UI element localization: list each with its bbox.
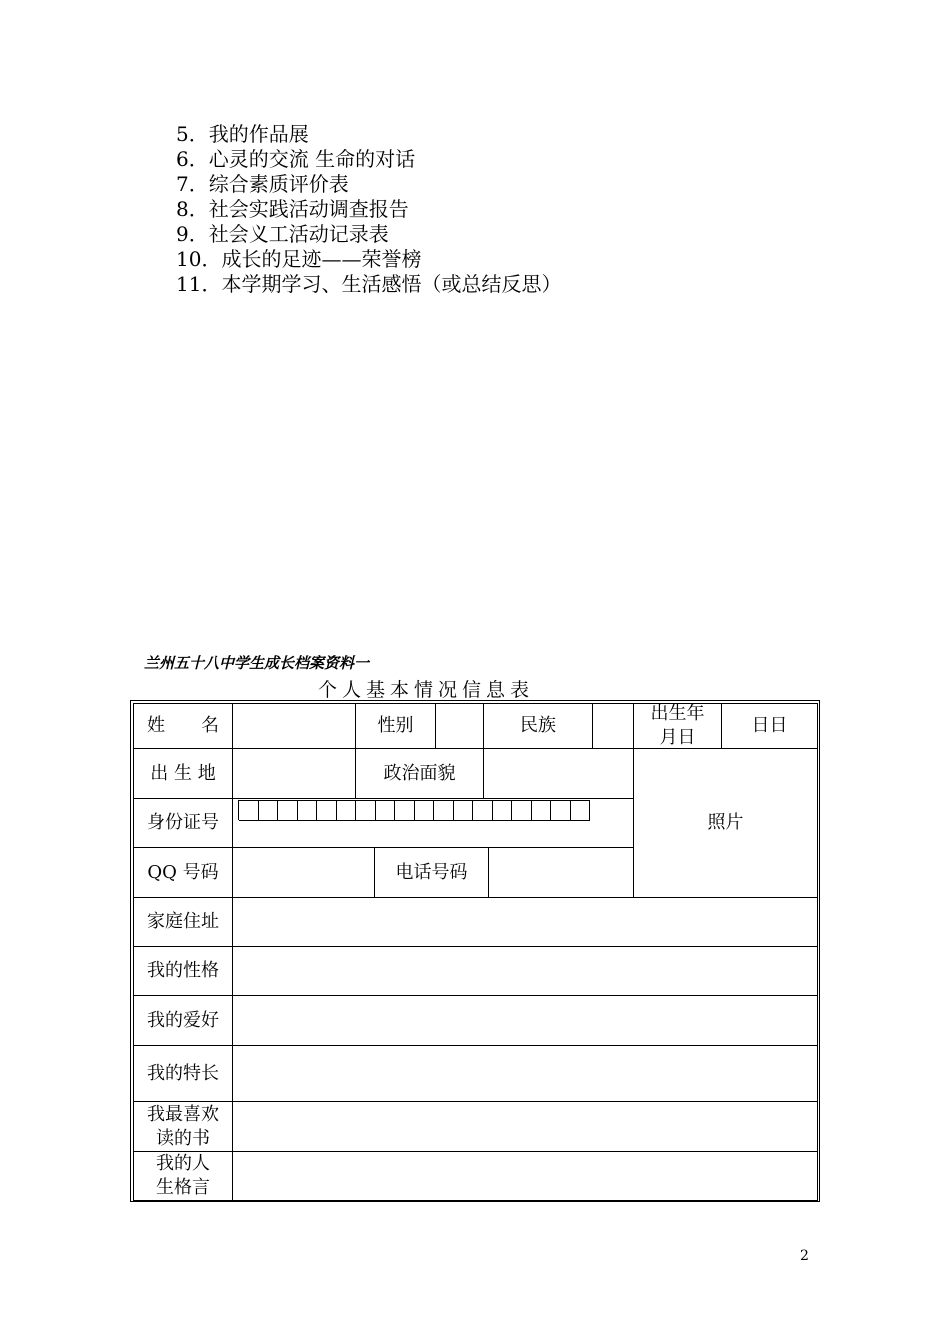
- id-digit-box[interactable]: [317, 800, 337, 821]
- id-digit-box[interactable]: [278, 800, 298, 821]
- id-digit-box[interactable]: [532, 800, 552, 821]
- favorite-book-label: 我最喜欢读的书: [133, 1101, 233, 1152]
- id-digit-box[interactable]: [239, 800, 259, 821]
- address-label: 家庭住址: [133, 897, 233, 947]
- personality-label: 我的性格: [133, 946, 233, 996]
- id-digit-box[interactable]: [571, 800, 591, 821]
- specialty-field[interactable]: [232, 1045, 818, 1102]
- toc-item: 6．心灵的交流 生命的对话: [176, 147, 416, 171]
- id-digit-box[interactable]: [395, 800, 415, 821]
- hobby-field[interactable]: [232, 995, 818, 1046]
- id-digit-box[interactable]: [415, 800, 435, 821]
- birth-date-field[interactable]: 日日: [721, 703, 818, 749]
- id-digit-box[interactable]: [551, 800, 571, 821]
- gender-label: 性别: [355, 703, 436, 749]
- toc-item: 9．社会义工活动记录表: [176, 222, 389, 246]
- table-title: 个人基本情况信息表: [318, 679, 535, 701]
- political-status-label: 政治面貌: [355, 748, 484, 799]
- id-digit-box[interactable]: [259, 800, 279, 821]
- birth-date-label: 出生年月日: [633, 703, 722, 749]
- name-label-char-2: 名: [201, 715, 219, 736]
- address-field[interactable]: [232, 897, 818, 947]
- id-digit-box[interactable]: [434, 800, 454, 821]
- id-digit-box[interactable]: [356, 800, 376, 821]
- archive-subtitle: 兰州五十八中学生成长档案资料一: [144, 654, 370, 672]
- toc-item: 10．成长的足迹——荣誉榜: [176, 247, 422, 271]
- political-status-field[interactable]: [483, 748, 634, 799]
- id-digit-box[interactable]: [376, 800, 396, 821]
- toc-item: 11．本学期学习、生活感悟（或总结反思）: [176, 272, 562, 296]
- toc-item: 8．社会实践活动调查报告: [176, 197, 409, 221]
- id-digit-box[interactable]: [493, 800, 513, 821]
- qq-field[interactable]: [232, 847, 375, 898]
- id-digit-box[interactable]: [512, 800, 532, 821]
- toc-item: 5．我的作品展: [176, 122, 309, 146]
- ethnicity-field[interactable]: [592, 703, 634, 749]
- favorite-book-field[interactable]: [232, 1101, 818, 1152]
- specialty-label: 我的特长: [133, 1045, 233, 1102]
- phone-label: 电话号码: [374, 847, 489, 898]
- name-field[interactable]: [232, 703, 356, 749]
- id-digit-box[interactable]: [473, 800, 493, 821]
- id-number-digit-boxes[interactable]: [238, 800, 590, 820]
- page-number: 2: [800, 1248, 809, 1264]
- phone-field[interactable]: [488, 847, 634, 898]
- name-label: [133, 703, 233, 749]
- life-motto-field[interactable]: [232, 1151, 818, 1201]
- personality-field[interactable]: [232, 946, 818, 996]
- id-digit-box[interactable]: [298, 800, 318, 821]
- contents-list: [176, 122, 561, 297]
- birthplace-field[interactable]: [232, 748, 356, 799]
- name-label-char-1: 姓: [147, 715, 165, 736]
- qq-label: QQ 号码: [133, 847, 233, 898]
- id-digit-box[interactable]: [337, 800, 357, 821]
- toc-item: 7．综合素质评价表: [176, 172, 349, 196]
- ethnicity-label: 民族: [483, 703, 593, 749]
- id-number-label: 身份证号: [133, 798, 233, 848]
- birthplace-label: 出 生 地: [133, 748, 233, 799]
- id-digit-box[interactable]: [454, 800, 474, 821]
- gender-field[interactable]: [435, 703, 484, 749]
- hobby-label: 我的爱好: [133, 995, 233, 1046]
- photo-box[interactable]: 照片: [633, 748, 818, 898]
- life-motto-label: 我的人生格言: [133, 1151, 233, 1201]
